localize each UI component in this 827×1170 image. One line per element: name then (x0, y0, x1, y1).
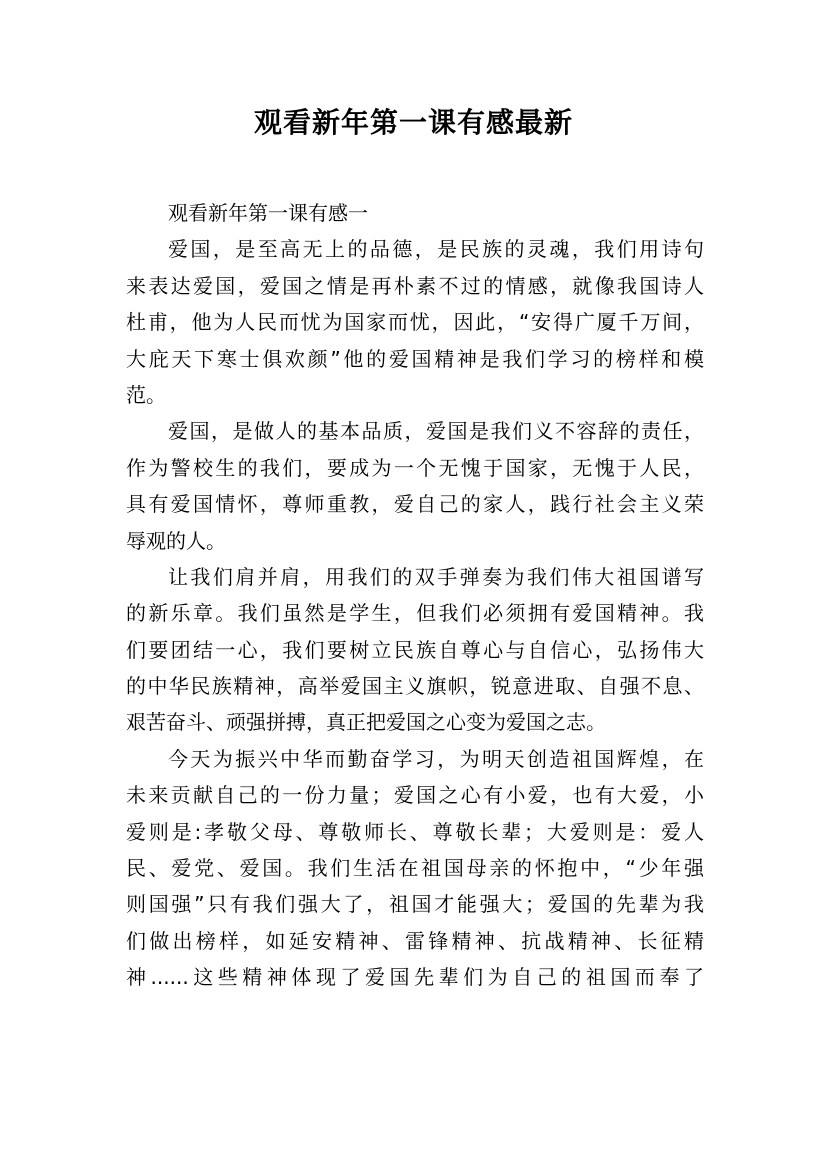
paragraph-line: 民、爱党、爱国。我们生活在祖国母亲的怀抱中，“少年强 (126, 856, 704, 881)
paragraph-line: 今天为振兴中华而勤奋学习，为明天创造祖国辉煌，在 (168, 746, 704, 771)
paragraph-line: 作为警校生的我们，要成为一个无愧于国家，无愧于人民， (126, 455, 704, 480)
paragraph-line: 的新乐章。我们虽然是学生，但我们必须拥有爱国精神。我 (126, 601, 704, 626)
document-title: 观看新年第一课有感最新 (253, 106, 573, 139)
paragraph-line: 们要团结一心，我们要树立民族自尊心与自信心，弘扬伟大 (126, 637, 704, 662)
paragraph-line: 大庇天下寒士俱欢颜”他的爱国精神是我们学习的榜样和模 (126, 346, 704, 371)
paragraph-line: 未来贡献自己的一份力量；爱国之心有小爱，也有大爱，小 (126, 783, 704, 808)
paragraph-line: 让我们肩并肩，用我们的双手弹奏为我们伟大祖国谱写 (168, 564, 704, 589)
paragraph-line: 爱国，是做人的基本品质，爱国是我们义不容辞的责任， (168, 419, 704, 444)
section-heading: 观看新年第一课有感一 (168, 201, 368, 225)
paragraph-line: 则国强”只有我们强大了，祖国才能强大；爱国的先辈为我 (126, 892, 704, 917)
paragraph-line: 爱则是:孝敬父母、尊敬师长、尊敬长辈；大爱则是：爱人 (126, 819, 704, 844)
paragraph-line: 来表达爱国，爱国之情是再朴素不过的情感，就像我国诗人 (126, 273, 704, 298)
paragraph-line: 艰苦奋斗、顽强拼搏，真正把爱国之心变为爱国之志。 (126, 710, 606, 735)
paragraph-line: 杜甫，他为人民而忧为国家而忧，因此，“安得广厦千万间， (126, 310, 704, 335)
paragraph-line: 神......这些精神体现了爱国先辈们为自己的祖国而奉了 (126, 965, 704, 990)
document-body (126, 195, 704, 996)
paragraph-line: 爱国，是至高无上的品德，是民族的灵魂，我们用诗句 (168, 237, 704, 262)
paragraph-line: 辱观的人。 (126, 528, 226, 553)
paragraph-line: 范。 (126, 382, 166, 407)
paragraph-line: 的中华民族精神，高举爱国主义旗帜，锐意进取、自强不息、 (126, 674, 704, 699)
paragraph-line: 具有爱国情怀，尊师重教，爱自己的家人，践行社会主义荣 (126, 492, 704, 517)
paragraph-line: 们做出榜样，如延安精神、雷锋精神、抗战精神、长征精 (126, 928, 704, 953)
